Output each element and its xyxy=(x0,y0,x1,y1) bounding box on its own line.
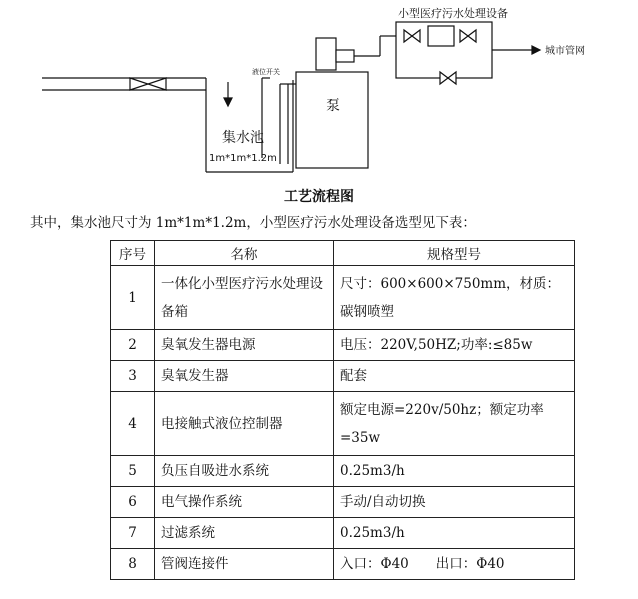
row-name: 臭氧发生器电源 xyxy=(155,330,334,361)
intro-text: 其中，集水池尺寸为 1m*1m*1.2m，小型医疗污水处理设备选型见下表： xyxy=(30,215,476,231)
row-no: 4 xyxy=(111,392,155,456)
table-row xyxy=(111,487,575,518)
table-row xyxy=(111,518,575,549)
figure-caption: 工艺流程图 xyxy=(284,189,354,205)
row-name: 电气操作系统 xyxy=(155,487,334,518)
row-no: 1 xyxy=(111,266,155,330)
row-no: 6 xyxy=(111,487,155,518)
row-spec: 手动/自动切换 xyxy=(334,487,575,518)
tank-size-label: 1m*1m*1.2m xyxy=(209,153,277,164)
valve-icon-3 xyxy=(440,72,456,84)
header-spec: 规格型号 xyxy=(334,241,575,266)
row-no: 7 xyxy=(111,518,155,549)
tank-label: 集水池 xyxy=(222,130,264,146)
equipment-spec-table xyxy=(110,240,575,580)
row-no: 3 xyxy=(111,361,155,392)
row-spec: 电压：220V,50HZ;功率:≤85w xyxy=(334,330,575,361)
city-pipe-label: 城市管网 xyxy=(545,46,585,57)
row-name: 一体化小型医疗污水处理设备箱 xyxy=(155,266,334,330)
header-no: 序号 xyxy=(111,241,155,266)
inlet-valve-icon xyxy=(130,78,166,90)
table-row xyxy=(111,392,575,456)
row-name: 管阀连接件 xyxy=(155,549,334,580)
row-name: 过滤系统 xyxy=(155,518,334,549)
row-no: 5 xyxy=(111,456,155,487)
row-no: 2 xyxy=(111,330,155,361)
row-name: 臭氧发生器 xyxy=(155,361,334,392)
header-name: 名称 xyxy=(155,241,334,266)
table-row xyxy=(111,330,575,361)
valve-icon-1 xyxy=(404,30,420,42)
row-spec: 尺寸：600×600×750mm，材质：碳钢喷塑 xyxy=(334,266,575,330)
row-name: 负压自吸进水系统 xyxy=(155,456,334,487)
table-row xyxy=(111,549,575,580)
row-spec: 0.25m3/h xyxy=(334,456,575,487)
pump-label: 泵 xyxy=(326,98,340,114)
table-row xyxy=(111,456,575,487)
table-header-row xyxy=(111,241,575,266)
table-row xyxy=(111,361,575,392)
level-switch-label: 液位开关 xyxy=(252,68,280,76)
pump-icon xyxy=(316,38,336,70)
row-spec: 0.25m3/h xyxy=(334,518,575,549)
process-flow-diagram xyxy=(0,0,638,185)
treatment-equipment-box xyxy=(428,26,454,46)
row-spec: 配套 xyxy=(334,361,575,392)
pump-base xyxy=(296,72,368,168)
equipment-title: 小型医疗污水处理设备 xyxy=(398,7,508,20)
row-spec: 额定电源=220v/50hz；额定功率=35w xyxy=(334,392,575,456)
row-spec: 入口：Φ40 出口：Φ40 xyxy=(334,549,575,580)
row-name: 电接触式液位控制器 xyxy=(155,392,334,456)
valve-icon-2 xyxy=(460,30,476,42)
row-no: 8 xyxy=(111,549,155,580)
table-row xyxy=(111,266,575,330)
